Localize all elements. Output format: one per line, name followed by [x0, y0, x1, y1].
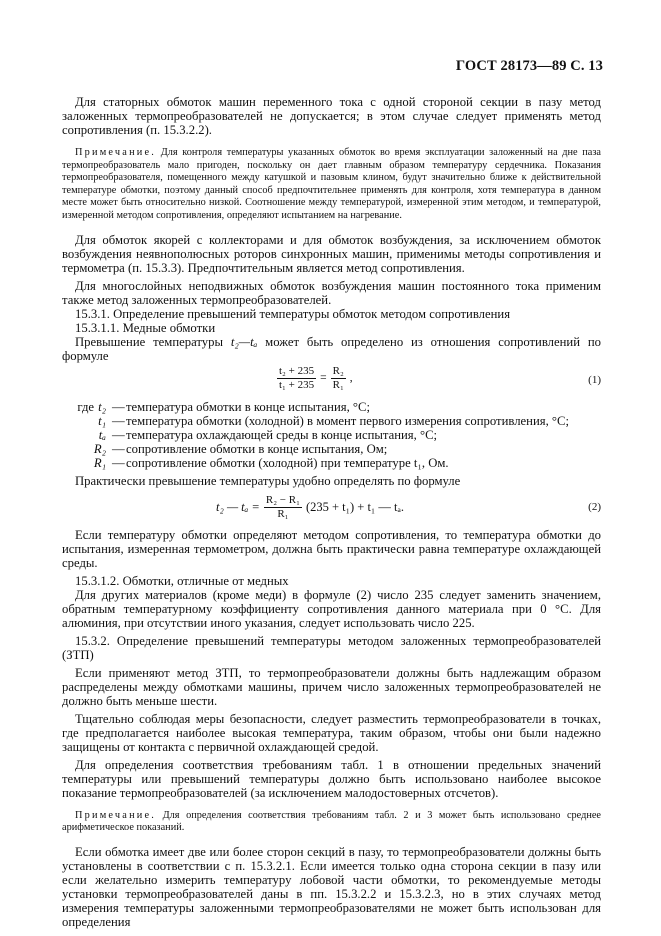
formula-1: [62, 365, 601, 397]
punctuation: ,: [349, 372, 353, 385]
paragraph: Если температуру обмотки определяют методом сопротивления, то температура обмотки до испытания, измеренная термометром, должна быть практически равна температуре охлаждающей среды.: [62, 527, 601, 570]
text-run: может быть определено из отношения сопротивлений по формуле: [62, 334, 601, 363]
paragraph: Для других материалов (кроме меди) в формуле (2) число 235 следует заменить значением, обратным температурному коэффициенту сопротивления данного материала при 0 °С. Для алюминия, при отсутствии иного указания, следует использовать число 225.: [62, 587, 601, 630]
definition-dash: —: [112, 455, 125, 470]
note-label: Примечание.: [75, 147, 157, 158]
paragraph: Практически превышение температуры удобно определять по формуле: [75, 473, 461, 488]
section-heading: 15.3.2. Определение превышений температуры методом заложенных термопреобразователей (ЗТП): [62, 633, 601, 662]
definition-row: [62, 414, 601, 428]
note-label: Примечание.: [75, 809, 157, 821]
note-text: Для определения соответствия требованиям табл. 2 и 3 может быть использовано среднее арифметическое показаний.: [62, 809, 601, 834]
paragraph: Если применяют метод ЗТП, то термопреобразователи должны быть надлежащим образом распределены между обмотками машины, причем число заложенных термопреобразователей не должно быть меньше шести.: [62, 665, 601, 708]
definition-dash: —: [112, 441, 125, 456]
section-heading: 15.3.1. Определение превышений температуры обмоток методом сопротивления: [75, 306, 511, 321]
definition-dash: —: [112, 399, 125, 414]
symbol: R₁: [93, 455, 106, 470]
formula-number: (2): [588, 500, 601, 513]
text-run: Превышение температуры: [75, 334, 231, 349]
definition-symbol: [62, 428, 112, 442]
paragraph: [62, 335, 601, 363]
paragraph: Для определения соответствия требованиям табл. 1 в отношении предельных значений температуры или превышений температуры должно быть использовано наиболее высокое показание термопреобразователей (за исключением малодостоверных отсчетов).: [62, 757, 601, 800]
symbol: t₂: [98, 399, 106, 414]
definition-prefix: где: [77, 399, 95, 414]
symbol: R₂: [93, 441, 106, 456]
definition-symbol: [62, 456, 112, 470]
note-text: Для контроля температуры указанных обмоток во время эксплуатации заложенный на дне паза термопреобразователь мало пригоден, поскольку он дает главным образом температуру сердечника. Показания термопреобразователя, помещенного между катушкой и пазовым клином, будут значительно ближе к действительной температуре обмотки, поэтому данный способ предпочтительнее применять для контроля, хотя температура в данном месте может быть относительно низкой. Соотношение между температурой, измеренной этим методом, и температурой, измеренной методом сопротивления, определяют испытанием на нагревание.: [62, 147, 601, 221]
section-heading: 15.3.1.1. Медные обмотки: [75, 320, 216, 335]
definition-row: [62, 456, 601, 470]
math-inline: t₂—tₐ: [230, 334, 258, 349]
definition-row: [62, 442, 601, 456]
numerator: R₂: [332, 364, 344, 377]
definition-symbol: [62, 414, 112, 428]
fraction: [264, 494, 302, 521]
fraction: [277, 365, 316, 392]
section-heading: 15.3.1.2. Обмотки, отличные от медных: [75, 573, 289, 588]
definition-row: [62, 428, 601, 442]
paragraph: Для обмоток якорей с коллекторами и для обмоток возбуждения, за исключением обмоток возбуждения неявнополюсных роторов синхронных машин, применимы методы сопротивления и термометра (п. 15.3.3). Предпочтительным является метод сопротивления.: [62, 232, 601, 275]
definition-text: температура обмотки (холодной) в момент первого измерения сопротивления, °С;: [126, 413, 569, 428]
definition-symbol: [62, 442, 112, 456]
formula-number: (1): [588, 373, 601, 386]
definition-list: [62, 400, 601, 470]
definition-text: температура охлаждающей среды в конце испытания, °С;: [126, 427, 438, 442]
definition-symbol: [62, 400, 112, 414]
page-header: ГОСТ 28173—89 С. 13: [455, 58, 603, 74]
numerator: R₂ − R₁: [265, 493, 300, 506]
definition-text: температура обмотки в конце испытания, °С;: [126, 399, 370, 414]
formula-lhs: t₂ — tₐ =: [216, 500, 260, 515]
paragraph: Если обмотка имеет две или более сторон секций в пазу, то термопреобразователи должны быть установлены в соответствии с п. 15.3.2.1. Если имеется только одна сторона секции в пазу или если желательно измерить температуру лобовой части обмотки, то рекомендуемые методы установки термопреобразователей даны в пп. 15.3.2.2 и 15.3.2.3, но в этих случаях метод измерения температуры заложенными термопреобразователями не может быть использован для определения: [62, 844, 601, 929]
definition-dash: —: [112, 413, 125, 428]
note: [62, 810, 601, 835]
paragraph: Для статорных обмоток машин переменного тока с одной стороной секции в пазу метод заложенных термопреобразователей не допускается; в этом случае следует применять метод сопротивления (п. 15.3.2.2).: [62, 95, 601, 137]
definition-text: сопротивление обмотки (холодной) при температуре t₁, Ом.: [126, 455, 449, 470]
document-body: [62, 95, 601, 929]
definition-text: сопротивление обмотки в конце испытания, Ом;: [126, 441, 388, 456]
denominator: R₁: [332, 378, 344, 391]
definition-dash: —: [112, 427, 125, 442]
note: [62, 147, 601, 223]
definition-row: [62, 400, 601, 414]
fraction: [331, 365, 346, 392]
symbol: t₁: [98, 413, 106, 428]
denominator: t₁ + 235: [279, 378, 315, 391]
numerator: t₂ + 235: [279, 364, 315, 377]
formula-2: [62, 492, 601, 528]
paragraph: Тщательно соблюдая меры безопасности, следует разместить термопреобразователи в точках, где предполагается наиболее высокая температура, таким образом, чтобы они были надежно защищены от контакта с первичной охлаждающей средой.: [62, 711, 601, 754]
denominator: R₁: [277, 507, 289, 520]
formula-rest: (235 + t₁) + t₁ — tₐ.: [305, 500, 405, 515]
symbol: tₐ: [98, 427, 106, 442]
equals: =: [320, 372, 327, 385]
paragraph: Для многослойных неподвижных обмоток возбуждения машин постоянного тока применим также метод заложенных термопреобразователей.: [62, 278, 601, 307]
